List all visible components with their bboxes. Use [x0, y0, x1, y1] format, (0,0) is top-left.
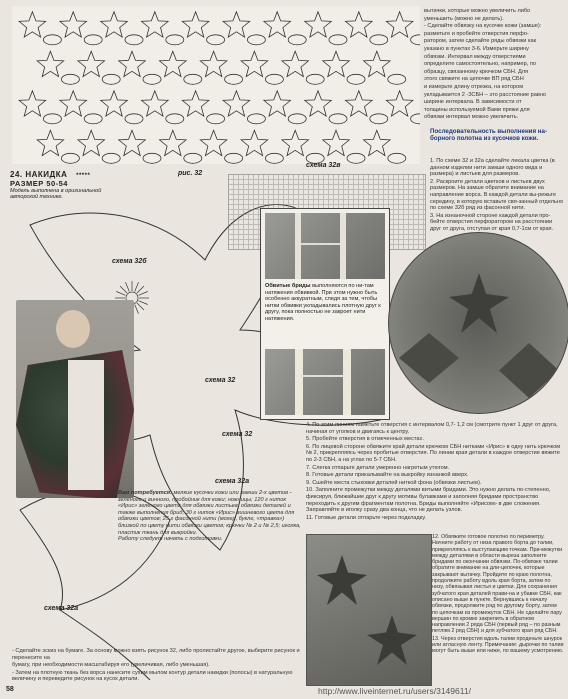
brida-photo-1 [265, 213, 385, 279]
article-size: РАЗМЕР 50-54 [10, 179, 68, 188]
steps-bottom-right [432, 534, 564, 656]
bottom-left-line-1: - Сделайте эскиз на бумаге. За основу можно взять рисунок 32, либо пролистайте другое, выберите рисунок и перенесите на [12, 648, 300, 661]
step-bottom-7: 10. Заполните промежутки между деталями витыми бридами. Это нужно делать по-степенно, фиксируя, ближайшие друг к другу мотивы булавками и заполняя бридами пространство переходить к другим фрагментам полотна. Бриды выполняйте «Ирисом» в две сложения. Заправляйте в иголку сразу два конца, что не делать узлов. [306, 487, 551, 514]
label-schema-32a-3: схема 32а [44, 605, 79, 612]
right-top-line-11: и измерьте длину отрезка, на котором [424, 83, 524, 90]
right-top-line-9: образцу, связанному крючком СБН. Для [424, 68, 529, 75]
crochet-stitch [120, 286, 127, 293]
model-photo [16, 300, 134, 498]
step-right-1: 1. По схеме 32 и 32а сделайте лекала цветка (в данном изделии нити замши одного вида и размера) и листьев для размеров. [430, 158, 555, 178]
step-bottom-8: 11. Готовые детали отпарьте через подкладку. [306, 514, 426, 521]
step-bottom-1: 4. По этим линиям наметьте отверстия с интервалом 0,7- 1,2 см (смотрите пункт 1 друг от друга, начиная от уголков и двигаясь к центру. [306, 422, 558, 435]
right-top-line-5: ратором, затем сделайте ряды обвязки как [424, 38, 537, 45]
article-subtitle-2: авторской технике. [10, 194, 63, 200]
sequence-heading: Последовательность выполнения на-борного полотна из кусочков кожи. [430, 128, 548, 143]
bottom-left-text [12, 648, 304, 684]
right-top-line-12: укладывается 2 -3СБН – это расстояние равно [424, 91, 547, 98]
crochet-stitch [135, 282, 139, 291]
right-top-line-1: вытачки, которые можно увеличить либо [424, 8, 531, 14]
step-right-3: 3. На изнаночной стороне каждой детали про-бейте отверстия перфоратором на расстоянии друг от друга, отступая от края 0,7-1см от края. [430, 212, 554, 232]
finished-edge-photo [306, 534, 432, 686]
step-right-2: 2. Раскроите детали цветков и листьев двух размеров. На замше обратите внимание на направление ворса. В каждой детали вы-режьте середину, в которую вставьте свя-занный отдельно по схеме 32б ряд из фасонной нити. [430, 178, 564, 212]
materials-block [118, 490, 304, 543]
step-bottom-right-1: 12. Обвяжите готовое полотно по периметру. Начните работу от низа правого борта до талии, прикрепляясь к выступающим точкам. При-межутки между деталями в области выреза заполните бридами по окончании обвязки. По-обвязке талии обратите внимание на дли-цепочек, которые закрывают вытачку. Пройдите по краю полотна, продолжите работу вдоль края борта, затем по низу, обвязывая листья и цветки. Для сохранения зубчатого края деталей прави-на и убавке СБН, как описано выше в пункте. Вернувшись к началу обвязки, продолжите ряд по другому борту, затем по цепочкам из промежуток СБН. Не сделайте пару вершин по кромке закрепить в обратном направлении 2 ряда СБН (первый ряд – по разным петлям 2 ряд СБН) и для зубчатого края ряд СБН. [432, 534, 563, 635]
crochet-stitch [139, 292, 148, 296]
step-bottom-6: 9. Сшейте места стыковки деталей ниткой фона (обвязки листьев). [306, 479, 482, 486]
steps-right [430, 158, 564, 234]
step-bottom-right-2: 13. Через отверстия вдоль талии проденьте шнурок или атласную ленту. Примечание: дырочки по талии могут быть выше или ниже, по вашему усмотрению. [432, 635, 564, 655]
materials-text: мелкие кусочки кожи или замши 2-х цветов - зеленого и винного, пробойник для кожи; ножницы; 120 г ниток «Ирис» зеленого цвета для обвязки листьев, обвязки деталей и также выполнения брид; 30 г ниток «Ирис» вишневого цвета для обвязки цветов; 25 г фасонной нити (мохер, букле, «травка») близкой по цвету нити обвязки цветов; крючки № 2 и № 2,5; иголка, пластик ткань для выкройки. [118, 490, 301, 536]
frame-body: выполняются по ни-там натяжения обвивкой. При этом нужно быть особенно аккуратным, следя за тем, чтобы нитки обвивки укладывались плотную друг к другу, пока полностью не закроет нити натяжения. [265, 283, 381, 322]
materials-heading: Вам потребуется: [118, 490, 172, 496]
label-schema-32-b: схема 32 [222, 431, 253, 438]
steps-bottom [306, 422, 564, 522]
right-top-line-15: обвязки интервал можно увеличить. [424, 114, 519, 121]
article-subtitle-1: Модель выполнена в оригинальной [10, 188, 102, 194]
crochet-stitch [137, 303, 144, 310]
article-title: 24. НАКИДКА [10, 170, 68, 179]
materials-tail: Работу следует начать с подготовки. [118, 536, 223, 543]
right-top-line-4: разметьте и пробейте отверстия перфо- [424, 30, 529, 37]
label-schema-32b: схема 32б [112, 258, 147, 265]
right-top-line-6: указано в пунктах 3-6. Измерьте ширину [424, 45, 529, 52]
difficulty-stars: ***** [76, 173, 91, 179]
brida-photo-2 [265, 349, 385, 415]
right-top-line-13: ширине интервала. В зависимости от [424, 99, 522, 106]
label-ris-32: рис. 32 [178, 170, 203, 177]
crochet-stitch [135, 305, 139, 314]
watermark: http://www.liveinternet.ru/users/3149611/ [318, 686, 471, 696]
crochet-stitch [139, 301, 148, 305]
pattern-svg [12, 6, 420, 164]
label-schema-32-a: схема 32 [205, 377, 236, 384]
page-number: 58 [6, 686, 14, 693]
step-bottom-2: 5. Пробейте отверстия в отмеченных местах. [306, 436, 424, 443]
instruction-frame [260, 208, 390, 420]
right-top-line-3: - Сделайте обвязку на кусочке кожи (замше): [424, 23, 542, 30]
right-top-line-8: определите самостоятельно, например, по [424, 61, 536, 68]
right-top-line-2: уменьшить (можно не делать). [424, 15, 504, 22]
step-bottom-4: 7. Слегка отпарьте детали умеренно нагретым утюгом. [306, 464, 450, 471]
step-bottom-5: 8. Готовые детали прикалывайте на выкройку изнанкой вверх. [306, 472, 469, 479]
frame-title: Обвитые бриды [265, 283, 311, 289]
leather-closeup-photo [388, 232, 568, 414]
step-bottom-3: 6. По лицевой стороне обвяжите край детали крючком СБН нитками «Ирис» в одну нить крючком № 2, прикрепляясь через пробитые отверстия. По линии края детали в каждое отверстие вяжите по 2-3 СБН, а на углах по 5-7 СБН. [306, 443, 561, 463]
right-top-line-10: этого свяжите на цепочке ВП ряд СБН [424, 76, 524, 83]
crochet-stitch [126, 282, 130, 291]
right-top-line-7: обвязки. Интервал между отверстиями [424, 53, 526, 60]
label-schema-32a-1: схема 32а [215, 478, 250, 485]
crochet-stitch [116, 292, 125, 296]
right-top-line-14: толщины используемой Вами пряжи для [424, 106, 530, 113]
bottom-left-line-3: - Затем на плотную ткань без ворса нанесите сухим мылом контур детали накидки (полосы) в натуральную величину и переведите рисунок на кусок детали. [12, 669, 293, 683]
top-pattern-drawing [12, 6, 420, 164]
crochet-stitch [137, 286, 144, 293]
bottom-left-line-2: бумагу, при необходимости масштабируя его (увеличивая, либо уменьшая). [12, 662, 210, 669]
right-top-text [424, 8, 564, 122]
label-schema-32v: схема 32в [306, 162, 341, 169]
